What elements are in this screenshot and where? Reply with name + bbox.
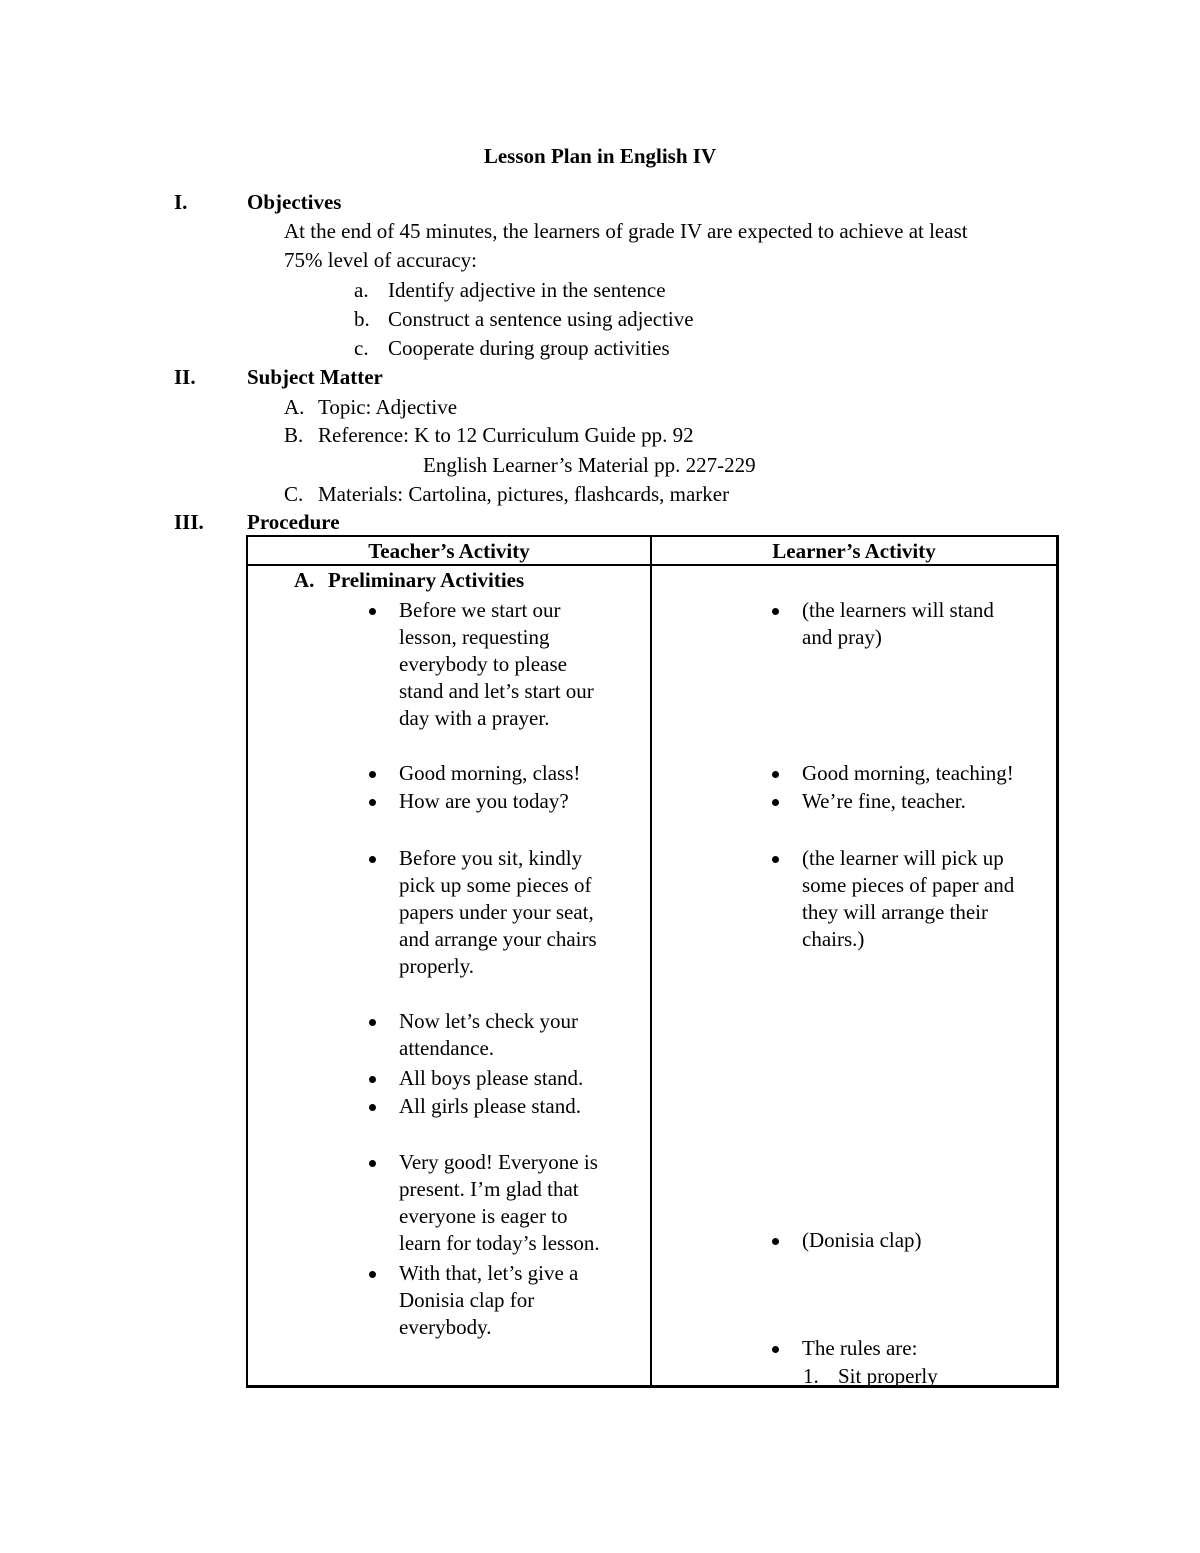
section-title-subject-matter: Subject Matter (247, 365, 383, 389)
bullet-icon (772, 1346, 779, 1353)
bullet-icon (772, 608, 779, 615)
objective-text-b: Construct a sentence using adjective (388, 307, 694, 331)
text-line: (the learner will pick up (802, 846, 1004, 870)
objective-marker-a: a. (354, 278, 369, 302)
list-item (369, 1065, 583, 1092)
list-item (772, 1335, 917, 1362)
bullet-icon (369, 799, 376, 806)
objective-marker-c: c. (354, 336, 369, 360)
teacher-item-clap (369, 1260, 578, 1341)
bullet-icon (369, 771, 376, 778)
preliminary-marker: A. (294, 568, 315, 592)
bullet-icon (772, 1238, 779, 1245)
bullet-icon (369, 1160, 376, 1167)
text-line: everybody to please (399, 652, 567, 676)
list-item (369, 1260, 578, 1341)
text-line: attendance. (399, 1036, 495, 1060)
procedure-table (246, 535, 1059, 1388)
bullet-icon (772, 856, 779, 863)
list-item (772, 845, 1014, 953)
text-line: Before we start our (399, 598, 561, 622)
objective-marker-b: b. (354, 307, 370, 331)
objective-text-a: Identify adjective in the sentence (388, 278, 666, 302)
header-teacher-activity: Teacher’s Activity (368, 539, 530, 563)
materials-text: Materials: Cartolina, pictures, flashcards, marker (318, 482, 730, 506)
text-line: properly. (399, 954, 475, 978)
list-item (369, 788, 569, 815)
text-line: they will arrange their (802, 900, 989, 924)
bullet-icon (369, 1076, 376, 1083)
text-line: Donisia clap for (399, 1288, 535, 1312)
bullet-icon (772, 799, 779, 806)
list-item (369, 597, 594, 732)
materials-marker: C. (284, 482, 304, 506)
text-line: pick up some pieces of (399, 873, 592, 897)
text-line: everyone is eager to (399, 1204, 568, 1228)
reference-text: Reference: K to 12 Curriculum Guide pp. 92 (318, 423, 694, 447)
topic-marker: A. (284, 395, 305, 419)
list-item (369, 845, 597, 980)
preliminary-label: Preliminary Activities (328, 568, 525, 592)
text-line: and pray) (802, 625, 882, 649)
teacher-item-girls (369, 1093, 581, 1120)
text-line: We’re fine, teacher. (802, 789, 966, 813)
rule-1-text: Sit properly (838, 1364, 938, 1388)
text-line: Good morning, class! (399, 761, 581, 785)
page-title: Lesson Plan in English IV (483, 144, 717, 168)
teacher-item-how-are-you (369, 788, 569, 815)
text-line: present. I’m glad that (399, 1177, 579, 1201)
table-right-border (1056, 535, 1059, 1388)
rule-1-marker: 1. (803, 1364, 819, 1388)
text-line: papers under your seat, (399, 900, 594, 924)
learner-item-good-morning (772, 760, 1014, 787)
list-item (772, 788, 966, 815)
objectives-intro-line1: At the end of 45 minutes, the learners of grade IV are expected to achieve at least (284, 219, 968, 243)
bullet-icon (369, 1104, 376, 1111)
text-line: chairs.) (802, 927, 865, 951)
text-line: some pieces of paper and (802, 873, 1015, 897)
objectives-intro-line2: 75% level of accuracy: (284, 248, 477, 272)
learner-item-donisia (772, 1227, 922, 1254)
table-middle-divider (650, 535, 652, 1388)
header-learner-activity: Learner’s Activity (772, 539, 936, 563)
text-line: day with a prayer. (399, 706, 550, 730)
learner-item-rules (772, 1335, 917, 1362)
topic-text: Topic: Adjective (318, 395, 458, 419)
reference-marker: B. (284, 423, 304, 447)
section-title-procedure: Procedure (247, 510, 340, 534)
list-item (772, 1227, 922, 1254)
learner-item-pray (772, 597, 994, 651)
learner-item-pick-up (772, 845, 1014, 953)
teacher-item-attendance (369, 1008, 578, 1062)
text-line: Now let’s check your (399, 1009, 579, 1033)
text-line: (the learners will stand (802, 598, 994, 622)
text-line: Very good! Everyone is (399, 1150, 598, 1174)
bullet-icon (369, 856, 376, 863)
learner-item-fine (772, 788, 966, 815)
bullet-icon (369, 1271, 376, 1278)
text-line: How are you today? (399, 789, 569, 813)
section-title-objectives: Objectives (247, 190, 342, 214)
list-item (369, 760, 580, 787)
teacher-item-boys (369, 1065, 583, 1092)
objective-text-c: Cooperate during group activities (388, 336, 670, 360)
section-number-subject-matter: II. (174, 365, 196, 389)
text-line: All girls please stand. (399, 1094, 581, 1118)
list-item (369, 1008, 578, 1062)
bullet-icon (772, 771, 779, 778)
text-line: All boys please stand. (399, 1066, 584, 1090)
teacher-item-prayer (369, 597, 594, 732)
list-item (369, 1149, 600, 1257)
teacher-item-pick-up (369, 845, 597, 980)
list-item (369, 1093, 581, 1120)
section-number-objectives: I. (174, 190, 188, 214)
text-line: (Donisia clap) (802, 1228, 922, 1252)
list-item (772, 597, 994, 651)
text-line: lesson, requesting (399, 625, 550, 649)
reference-continuation: English Learner’s Material pp. 227-229 (423, 453, 756, 477)
list-item (772, 760, 1014, 787)
text-line: and arrange your chairs (399, 927, 597, 951)
bullet-icon (369, 608, 376, 615)
text-line: With that, let’s give a (399, 1261, 579, 1285)
text-line: stand and let’s start our (399, 679, 594, 703)
section-number-procedure: III. (174, 510, 204, 534)
table-left-border (246, 535, 248, 1388)
text-line: Good morning, teaching! (802, 761, 1014, 785)
teacher-item-very-good (369, 1149, 600, 1257)
bullet-icon (369, 1019, 376, 1026)
text-line: The rules are: (802, 1336, 918, 1360)
text-line: learn for today’s lesson. (399, 1231, 600, 1255)
text-line: Before you sit, kindly (399, 846, 583, 870)
text-line: everybody. (399, 1315, 492, 1339)
teacher-item-greeting (369, 760, 580, 787)
